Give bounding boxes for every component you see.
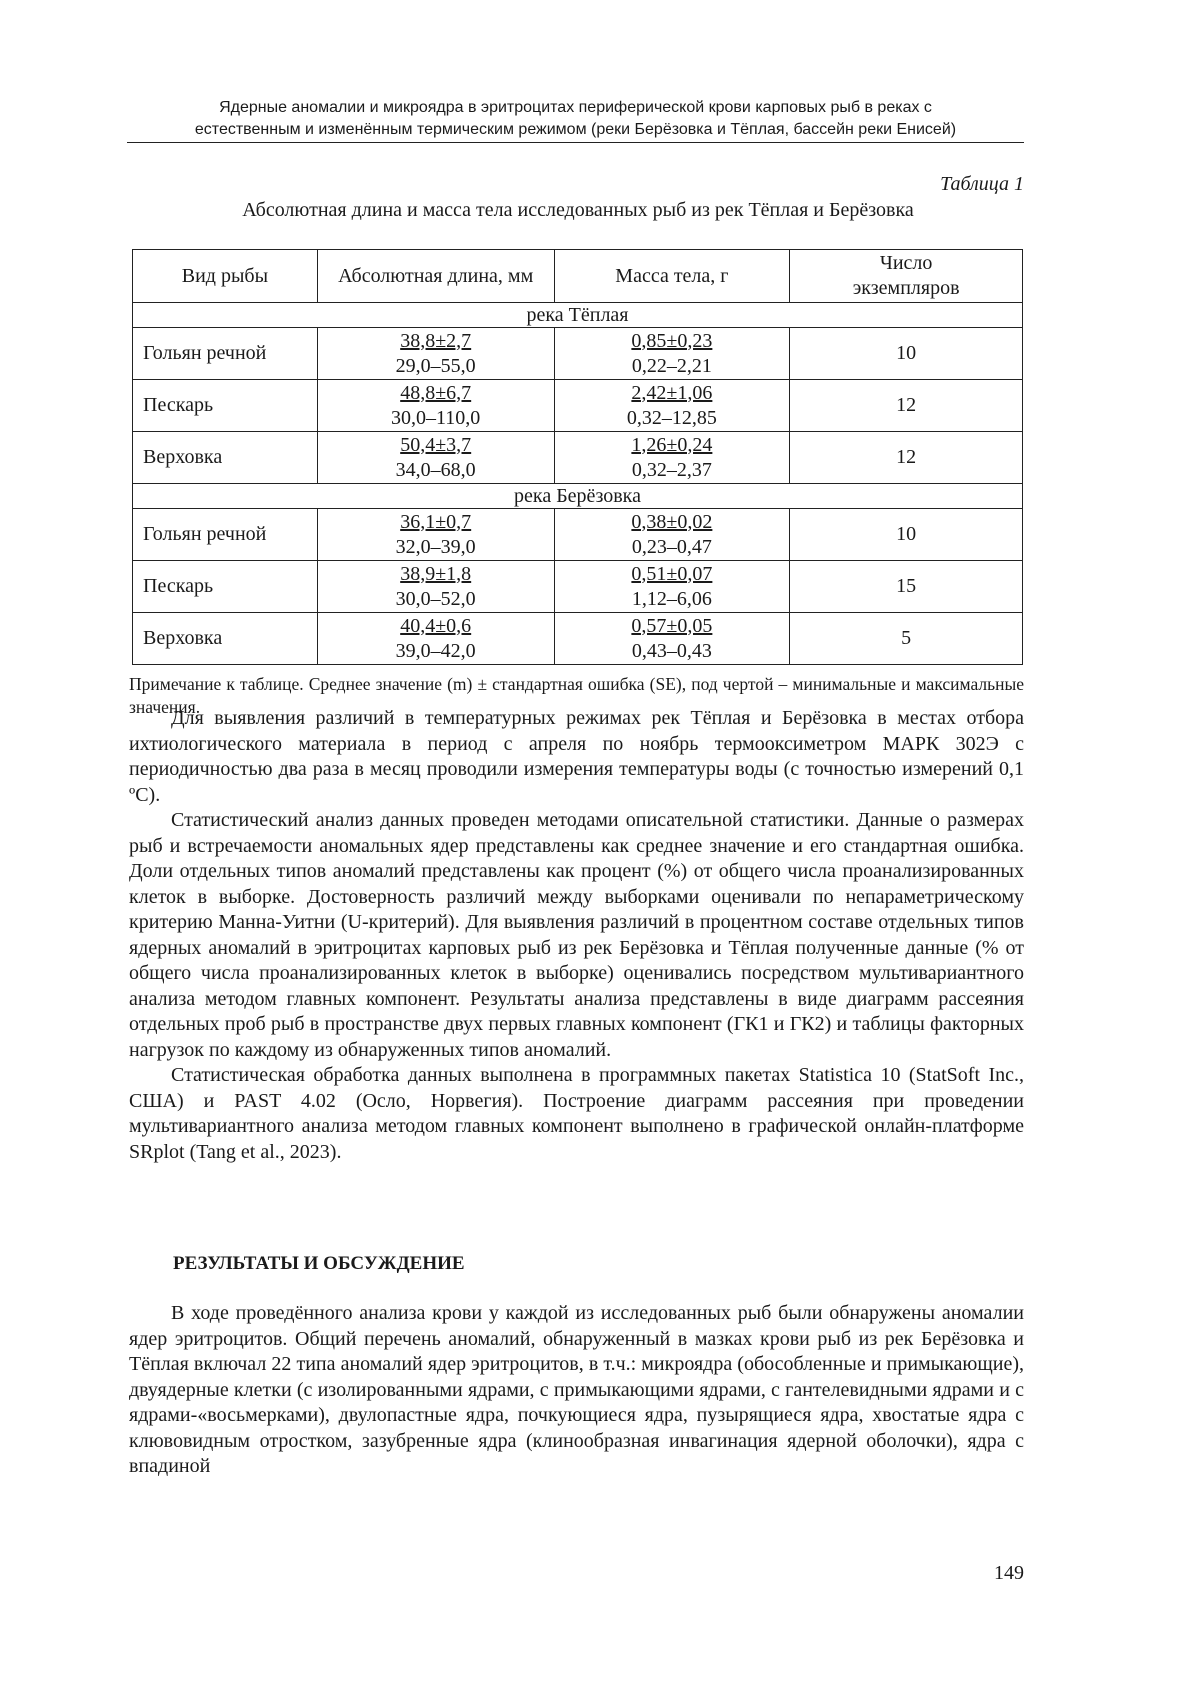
length-cell (317, 380, 554, 432)
column-header-mass: Масса тела, г (554, 250, 790, 303)
mass-range: 0,32–12,85 (626, 406, 717, 429)
section-heading: РЕЗУЛЬТАТЫ И ОБСУЖДЕНИЕ (173, 1253, 465, 1274)
table-row (133, 328, 1023, 380)
table-header-row (133, 250, 1023, 303)
count-cell: 15 (790, 561, 1023, 613)
column-header-count-line-1: Число (879, 252, 933, 274)
count-cell: 12 (790, 432, 1023, 484)
mass-mean: 0,51±0,07 (631, 562, 713, 585)
table-note: Примечание к таблице. Среднее значение (m) ± стандартная ошибка (SE), под чертой – минимальные и максимальные значения. (129, 674, 1024, 717)
running-header-line-1: Ядерные аномалии и микроядра в эритроцитах периферической крови карповых рыб в реках с (219, 99, 932, 116)
mass-cell (554, 432, 790, 484)
count-cell: 10 (790, 509, 1023, 561)
column-header-species: Вид рыбы (133, 250, 318, 303)
length-range: 30,0–52,0 (395, 587, 476, 610)
paragraph: Статистический анализ данных проведен методами описательной статистики. Данные о размерах рыб и встречаемости аномальных ядер представлены как среднее значение и его стандартная ошибка. Доли отдельных типов аномалий представлены как процент (%) от общего числа проанализированных клеток в выборке. Достоверность различий между выборками оценивали по непараметрическому критерию Манна-Уитни (U-критерий). Для выявления различий в процентном составе отдельных типов ядерных аномалий в эритроцитах карповых рыб из рек Берёзовка и Тёплая полученные данные (% от общего числа проанализированных клеток в выборке) оценивались посредством мультивариантного анализа методом главных компонент. Результаты анализа представлены в виде диаграмм рассеяния отдельных проб рыб в пространстве двух первых главных компонент (ГК1 и ГК2) и таблицы факторных нагрузок по каждому из обнаруженных типов аномалий. (129, 809, 1024, 1061)
mass-mean: 0,85±0,23 (631, 329, 713, 352)
species-cell: Верховка (133, 432, 318, 484)
river-group-row (133, 484, 1023, 509)
length-mean: 48,8±6,7 (400, 381, 472, 404)
fish-size-table (132, 249, 1023, 665)
mass-cell (554, 613, 790, 665)
table-row (133, 561, 1023, 613)
length-mean: 38,8±2,7 (400, 329, 472, 352)
species-cell: Пескарь (133, 380, 318, 432)
length-cell (317, 509, 554, 561)
count-cell: 12 (790, 380, 1023, 432)
mass-range: 0,43–0,43 (631, 639, 712, 662)
length-mean: 36,1±0,7 (400, 510, 472, 533)
mass-mean: 1,26±0,24 (631, 433, 713, 456)
results-text (129, 1301, 1024, 1480)
mass-mean: 0,38±0,02 (631, 510, 713, 533)
running-header (127, 97, 1024, 143)
species-cell: Гольян речной (133, 328, 318, 380)
mass-range: 0,23–0,47 (631, 535, 712, 558)
column-header-length: Абсолютная длина, мм (317, 250, 554, 303)
length-cell (317, 432, 554, 484)
table-title: Абсолютная длина и масса тела исследованных рыб из рек Тёплая и Берёзовка (242, 199, 914, 221)
mass-cell (554, 328, 790, 380)
table-row (133, 380, 1023, 432)
length-range: 32,0–39,0 (395, 535, 476, 558)
length-mean: 40,4±0,6 (400, 614, 472, 637)
length-cell (317, 613, 554, 665)
river-group-row (133, 303, 1023, 328)
paragraph: Для выявления различий в температурных режимах рек Тёплая и Берёзовка в местах отбора ихтиологического материала в период с апреля по ноябрь термооксиметром МАРК 302Э с периодичностью два раза в месяц проводили измерения температуры воды (с точностью измерений 0,1 ºС). (129, 707, 1024, 806)
count-cell: 5 (790, 613, 1023, 665)
page-number: 149 (994, 1562, 1024, 1584)
river-name: река Берёзовка (133, 484, 1023, 509)
paragraph: Статистическая обработка данных выполнена в программных пакетах Statistica 10 (StatSoft Inc., США) и PAST 4.02 (Осло, Норвегия). Построение диаграмм рассеяния при проведении мультивариантного анализа методом главных компонент выполнено в графической онлайн-платформе SRplot (Tang et al., 2023). (129, 1064, 1024, 1163)
length-range: 30,0–110,0 (391, 406, 481, 429)
mass-cell (554, 561, 790, 613)
species-cell: Гольян речной (133, 509, 318, 561)
length-range: 39,0–42,0 (395, 639, 476, 662)
mass-mean: 0,57±0,05 (631, 614, 713, 637)
river-name: река Тёплая (133, 303, 1023, 328)
mass-range: 0,22–2,21 (631, 354, 712, 377)
length-range: 34,0–68,0 (395, 458, 476, 481)
column-header-count (790, 250, 1023, 303)
count-cell: 10 (790, 328, 1023, 380)
mass-range: 1,12–6,06 (631, 587, 712, 610)
mass-cell (554, 509, 790, 561)
paragraph: В ходе проведённого анализа крови у каждой из исследованных рыб были обнаружены аномалии ядер эритроцитов. Общий перечень аномалий, обнаруженный в мазках крови рыб из рек Берёзовка и Тёплая включал 22 типа аномалий ядер эритроцитов, в т.ч.: микроядра (обособленные и примыкающие), двуядерные клетки (с изолированными ядрами, с примыкающими ядрами, с гантелевидными ядрами и с ядрами-«восьмерками), двулопастные ядра, почкующиеся ядра, пузырящиеся ядра, хвостатые ядра с клювовидным отростком, зазубренные ядра (клинообразная инвагинация ядерной оболочки), ядра с впадиной (129, 1302, 1024, 1477)
table-row (133, 613, 1023, 665)
species-cell: Пескарь (133, 561, 318, 613)
table-label: Таблица 1 (940, 173, 1024, 195)
table-row (133, 509, 1023, 561)
mass-mean: 2,42±1,06 (631, 381, 713, 404)
running-header-line-2: естественным и изменённым термическим режимом (реки Берёзовка и Тёплая, бассейн реки Енисей) (194, 121, 957, 138)
length-mean: 38,9±1,8 (400, 562, 472, 585)
mass-cell (554, 380, 790, 432)
length-range: 29,0–55,0 (395, 354, 476, 377)
table-body (133, 303, 1023, 665)
mass-range: 0,32–2,37 (631, 458, 712, 481)
table-row (133, 432, 1023, 484)
length-mean: 50,4±3,7 (400, 433, 472, 456)
column-header-count-line-2: экземпляров (852, 277, 960, 299)
methods-text (129, 706, 1024, 1165)
length-cell (317, 328, 554, 380)
length-cell (317, 561, 554, 613)
species-cell: Верховка (133, 613, 318, 665)
